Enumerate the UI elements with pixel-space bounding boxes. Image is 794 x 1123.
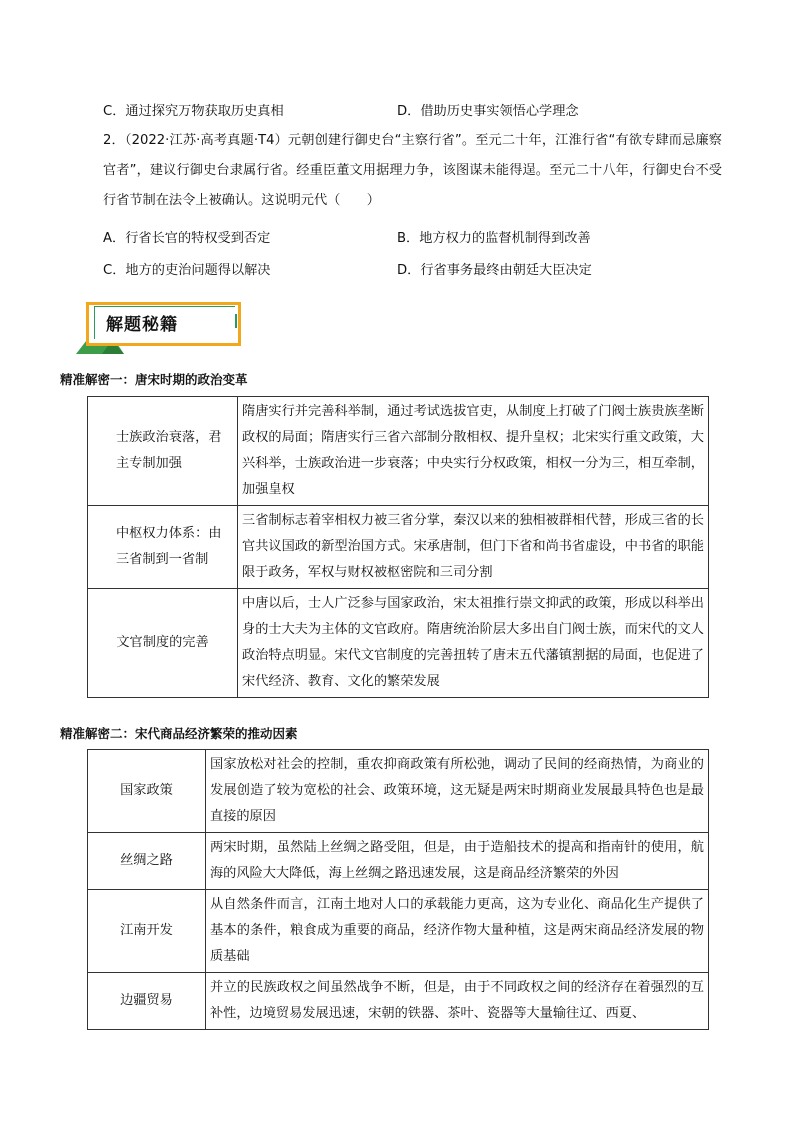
table-row — [88, 890, 709, 973]
section2-title: 精准解密二：宋代商品经济繁荣的推动因素 — [60, 726, 298, 741]
q2-option-d: D．行省事务最终由朝廷大臣决定 — [397, 263, 592, 278]
banner-mark — [235, 314, 237, 328]
q2-option-a: A．行省长官的特权受到否定 — [103, 231, 271, 246]
table-row — [88, 973, 709, 1030]
section1-table — [87, 396, 709, 698]
row-body: 两宋时期，虽然陆上丝绸之路受阻，但是，由于造船技术的提高和指南针的使用，航海的风险大大降低，海上丝绸之路迅速发展，这是商品经济繁荣的外因 — [206, 833, 709, 890]
row-head: 中枢权力体系：由三省制到一省制 — [88, 506, 238, 589]
section1-title: 精准解密一：唐宋时期的政治变革 — [60, 372, 248, 387]
row-head: 士族政治衰落，君主专制加强 — [88, 397, 238, 506]
section2-table — [87, 749, 709, 1030]
q2-stem: 2．（2022·江苏·高考真题·T4）元朝创建行御史台“主察行省”。至元二十年，江淮行省“有欲专肆而忌廉察官者”，建议行御史台隶属行省。经重臣董文用据理力争，该图谋未能得逞。至元二十八年，行御史台不受行省节制在法令上被确认。这说明元代（ ） — [103, 133, 722, 208]
row-body: 并立的民族政权之间虽然战争不断，但是，由于不同政权之间的经济存在着强烈的互补性，边境贸易发展迅速，宋朝的铁器、茶叶、瓷器等大量输往辽、西夏、 — [206, 973, 709, 1030]
section-banner — [76, 298, 246, 356]
table-row — [88, 833, 709, 890]
row-body: 中唐以后，士人广泛参与国家政治，宋太祖推行崇文抑武的政策，形成以科举出身的士大夫为主体的文官政府。隋唐统治阶层大多出自门阀士族，而宋代的文人政治特点明显。宋代文官制度的完善扭转了唐末五代藩镇割据的局面，也促进了宋代经济、教育、文化的繁荣发展 — [238, 589, 709, 698]
q1-option-c: C．通过探究万物获取历史真相 — [103, 104, 284, 119]
table-row — [88, 750, 709, 833]
q1-option-d: D．借助历史事实领悟心学理念 — [397, 104, 579, 119]
row-body: 隋唐实行并完善科举制，通过考试选拔官吏，从制度上打破了门阀士族贵族垄断政权的局面；隋唐实行三省六部制分散相权、提升皇权；北宋实行重文政策，大兴科举，士族政治进一步衰落；中央实行分权政策，相权一分为三，相互牵制，加强皇权 — [238, 397, 709, 506]
banner-title: 解题秘籍 — [106, 315, 178, 335]
row-body: 从自然条件而言，江南土地对人口的承载能力更高，这为专业化、商品化生产提供了基本的条件，粮食成为重要的商品，经济作物大量种植，这是两宋商品经济发展的物质基础 — [206, 890, 709, 973]
row-body: 国家放松对社会的控制，重农抑商政策有所松弛，调动了民间的经商热情，为商业的发展创造了较为宽松的社会、政策环境，这无疑是两宋时期商业发展最具特色也是最直接的原因 — [206, 750, 709, 833]
q2-option-b: B．地方权力的监督机制得到改善 — [397, 231, 591, 246]
row-head: 江南开发 — [88, 890, 206, 973]
row-head: 丝绸之路 — [88, 833, 206, 890]
table-row — [88, 506, 709, 589]
row-head: 边疆贸易 — [88, 973, 206, 1030]
q2-option-c: C．地方的吏治问题得以解决 — [103, 263, 271, 278]
row-head: 文官制度的完善 — [88, 589, 238, 698]
row-head: 国家政策 — [88, 750, 206, 833]
table-row — [88, 589, 709, 698]
table-row — [88, 397, 709, 506]
row-body: 三省制标志着宰相权力被三省分掌，秦汉以来的独相被群相代替，形成三省的长官共议国政的新型治国方式。宋承唐制，但门下省和尚书省虚设，中书省的职能限于政务，军权与财权被枢密院和三司分割 — [238, 506, 709, 589]
